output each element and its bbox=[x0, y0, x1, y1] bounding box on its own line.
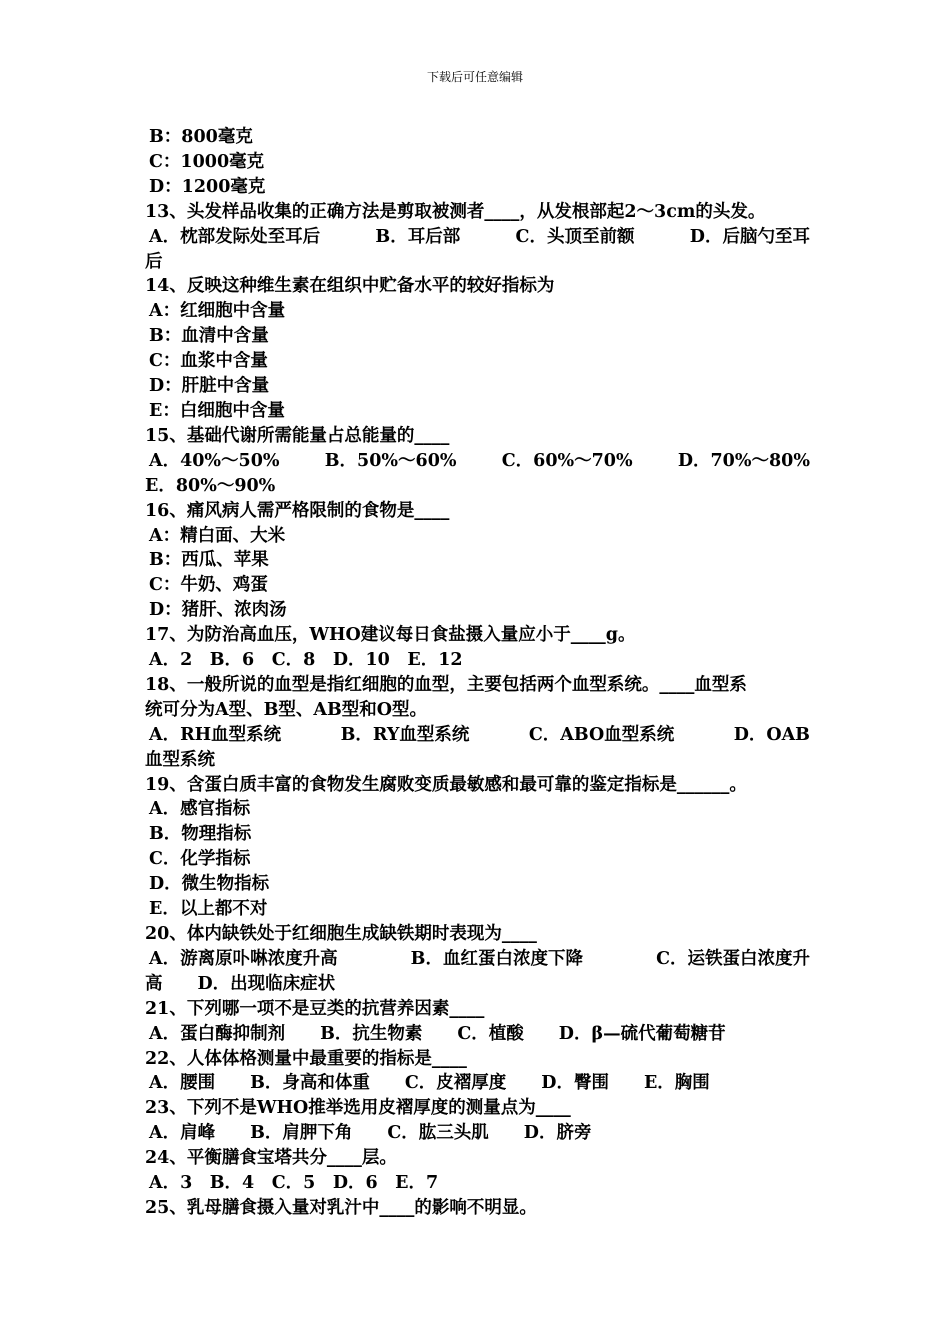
option-line: B：800毫克 bbox=[149, 127, 253, 147]
question-25: 25、乳母膳食摄入量对乳汁中____的影响不明显。 bbox=[145, 1197, 537, 1218]
option-line: A．感官指标 bbox=[149, 799, 251, 820]
options-21: A．蛋白酶抑制剂 B．抗生物素 C．植酸 D．β—硫代葡萄糖苷 bbox=[149, 1023, 726, 1044]
options-13 bbox=[145, 225, 810, 250]
option-a: A．枕部发际处至耳后 bbox=[149, 226, 321, 247]
option-continuation: 后 bbox=[145, 251, 163, 272]
options-24: A．3 B．4 C．5 D．6 E．7 bbox=[149, 1173, 439, 1194]
question-16: 16、痛风病人需严格限制的食物是____ bbox=[145, 500, 450, 521]
options-23: A．肩峰 B．肩胛下角 C．肱三头肌 D．脐旁 bbox=[149, 1123, 592, 1144]
option-line: D：肝脏中含量 bbox=[149, 376, 270, 397]
question-17: 17、为防治高血压，WHO建议每日食盐摄入量应小于____g。 bbox=[145, 625, 636, 646]
option-c: C．ABO血型系统 bbox=[528, 724, 675, 745]
question-18-continuation: 统可分为A型、B型、AB型和O型。 bbox=[145, 699, 427, 720]
question-14: 14、反映这种维生素在组织中贮备水平的较好指标为 bbox=[145, 276, 555, 297]
option-line: A：红细胞中含量 bbox=[149, 301, 286, 322]
document-body bbox=[145, 125, 810, 1221]
question-21: 21、下列哪一项不是豆类的抗营养因素____ bbox=[145, 998, 485, 1019]
option-d: D．后脑勺至耳 bbox=[689, 226, 810, 247]
option-line: D：猪肝、浓肉汤 bbox=[149, 600, 287, 621]
options-22: A．腰围 B．身高和体重 C．皮褶厚度 D．臀围 E．胸围 bbox=[149, 1073, 710, 1094]
option-c: C．运铁蛋白浓度升 bbox=[656, 948, 810, 969]
option-continuation: 血型系统 bbox=[145, 749, 215, 770]
option-line: C：牛奶、鸡蛋 bbox=[149, 575, 268, 596]
question-24: 24、平衡膳食宝塔共分____层。 bbox=[145, 1148, 397, 1169]
option-line: E．以上都不对 bbox=[149, 899, 268, 920]
option-continuation: 高 D．出现临床症状 bbox=[145, 973, 336, 994]
option-c: C．60%～70% bbox=[501, 450, 633, 471]
option-line: C．化学指标 bbox=[149, 849, 251, 870]
options-17: A．2 B．6 C．8 D．10 E．12 bbox=[149, 650, 463, 671]
option-line: C：血浆中含量 bbox=[149, 351, 268, 372]
option-b: B．耳后部 bbox=[375, 226, 461, 247]
option-a: A．RH血型系统 bbox=[149, 724, 282, 745]
options-15 bbox=[145, 449, 810, 474]
options-18 bbox=[145, 723, 810, 748]
question-15: 15、基础代谢所需能量占总能量的____ bbox=[145, 425, 450, 446]
option-b: B．50%～60% bbox=[324, 450, 457, 471]
option-a: A．游离原卟啉浓度升高 bbox=[149, 948, 338, 969]
question-23: 23、下列不是WHO推举选用皮褶厚度的测量点为____ bbox=[145, 1098, 571, 1119]
question-19: 19、含蛋白质丰富的食物发生腐败变质最敏感和最可靠的鉴定指标是______。 bbox=[145, 774, 747, 795]
option-d: D．OAB bbox=[733, 724, 810, 745]
option-line: B．物理指标 bbox=[149, 824, 252, 845]
option-a: A．40%～50% bbox=[149, 450, 280, 471]
option-continuation: E．80%～90% bbox=[145, 475, 276, 496]
options-20 bbox=[145, 947, 810, 972]
question-18: 18、一般所说的血型是指红细胞的血型，主要包括两个血型系统。____血型系 bbox=[145, 674, 747, 695]
option-d: D．70%～80% bbox=[677, 450, 810, 471]
option-b: B．血红蛋白浓度下降 bbox=[410, 948, 583, 969]
option-line: D：1200毫克 bbox=[149, 176, 266, 197]
option-line: B：西瓜、苹果 bbox=[149, 550, 269, 571]
option-c: C．头顶至前额 bbox=[515, 226, 635, 247]
question-13: 13、头发样品收集的正确方法是剪取被测者____，从发根部起2～3cm的头发。 bbox=[145, 201, 766, 222]
option-line: B：血清中含量 bbox=[149, 326, 269, 347]
option-line: E：白细胞中含量 bbox=[149, 400, 285, 421]
question-22: 22、人体体格测量中最重要的指标是____ bbox=[145, 1048, 467, 1069]
question-20: 20、体内缺铁处于红细胞生成缺铁期时表现为____ bbox=[145, 924, 537, 944]
option-b: B．RY血型系统 bbox=[340, 724, 470, 745]
option-line: D．微生物指标 bbox=[149, 874, 270, 895]
option-line: A：精白面、大米 bbox=[149, 525, 286, 546]
page-header: 下载后可任意编辑 bbox=[426, 70, 523, 84]
option-line: C：1000毫克 bbox=[149, 151, 265, 172]
